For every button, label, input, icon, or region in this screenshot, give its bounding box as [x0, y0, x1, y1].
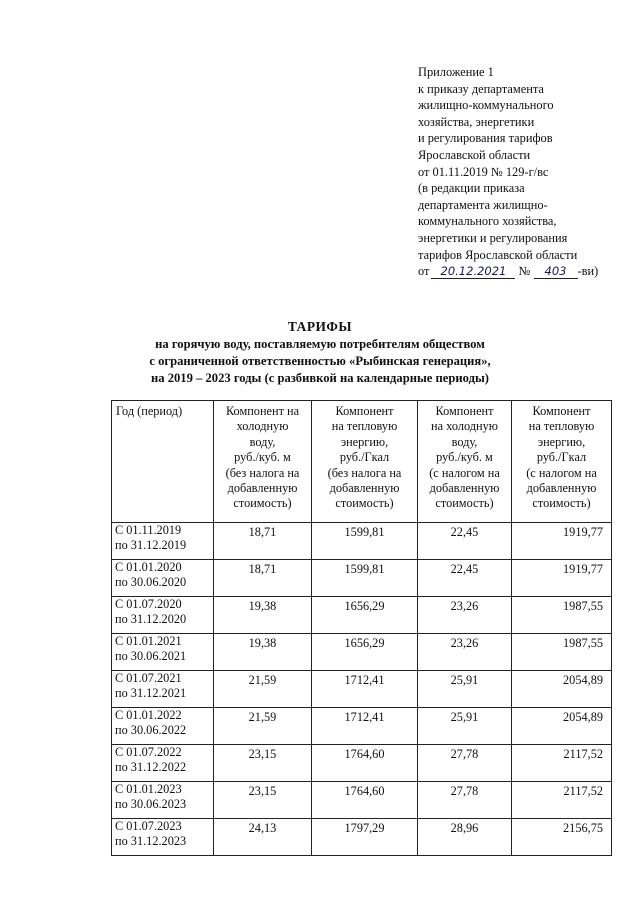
header-period: Год (период) — [112, 401, 214, 523]
period-cell: С 01.07.2020 по 31.12.2020 — [112, 597, 214, 634]
heat-energy-vat-cell: 1919,77 — [512, 523, 612, 560]
cold-water-vat-cell: 23,26 — [418, 634, 512, 671]
heat-energy-vat-cell: 2156,75 — [512, 819, 612, 856]
header-heat-energy-no-vat: Компонент на тепловую энергию, руб./Гкал (без налога на добавленную стоимость) — [312, 401, 418, 523]
cold-water-vat-cell: 22,45 — [418, 560, 512, 597]
cold-water-no-vat-cell: 19,38 — [214, 597, 312, 634]
period-cell: С 01.01.2023 по 30.06.2023 — [112, 782, 214, 819]
cold-water-vat-cell: 22,45 — [418, 523, 512, 560]
table-row — [112, 523, 612, 560]
appendix-last-line — [418, 263, 633, 280]
appendix-line: и регулирования тарифов — [418, 131, 553, 146]
heat-energy-no-vat-cell: 1656,29 — [312, 597, 418, 634]
table-row — [112, 671, 612, 708]
heat-energy-vat-cell: 1919,77 — [512, 560, 612, 597]
appendix-line: от 01.11.2019 № 129-г/вс — [418, 164, 549, 179]
header-heat-energy-vat: Компонент на тепловую энергию, руб./Гкал (с налогом на добавленную стоимость) — [512, 401, 612, 523]
cold-water-vat-cell: 23,26 — [418, 597, 512, 634]
appendix-line: к приказу департамента — [418, 81, 544, 96]
period-cell: С 01.07.2022 по 31.12.2022 — [112, 745, 214, 782]
cold-water-no-vat-cell: 24,13 — [214, 819, 312, 856]
appendix-line: жилищно-коммунального — [418, 98, 554, 113]
table-row — [112, 782, 612, 819]
tariffs-table — [111, 400, 612, 856]
cold-water-vat-cell: 25,91 — [418, 708, 512, 745]
heat-energy-vat-cell: 2117,52 — [512, 782, 612, 819]
appendix-header — [418, 64, 633, 280]
title-main: ТАРИФЫ — [287, 319, 353, 334]
heat-energy-vat-cell: 2054,89 — [512, 708, 612, 745]
table-header-row — [112, 401, 612, 523]
cold-water-no-vat-cell: 19,38 — [214, 634, 312, 671]
cold-water-vat-cell: 27,78 — [418, 782, 512, 819]
table-row — [112, 745, 612, 782]
handwritten-date: 20.12.2021 — [431, 265, 515, 279]
period-cell: С 01.11.2019 по 31.12.2019 — [112, 523, 214, 560]
cold-water-vat-cell: 27,78 — [418, 745, 512, 782]
appendix-line: коммунального хозяйства, — [418, 214, 557, 229]
appendix-line: (в редакции приказа — [418, 181, 525, 196]
cold-water-vat-cell: 28,96 — [418, 819, 512, 856]
period-cell: С 01.01.2021 по 30.06.2021 — [112, 634, 214, 671]
heat-energy-vat-cell: 1987,55 — [512, 634, 612, 671]
cold-water-no-vat-cell: 18,71 — [214, 523, 312, 560]
table-body — [112, 523, 612, 856]
heat-energy-no-vat-cell: 1712,41 — [312, 708, 418, 745]
heat-energy-no-vat-cell: 1599,81 — [312, 560, 418, 597]
table-row — [112, 819, 612, 856]
appendix-line: энергетики и регулирования — [418, 230, 568, 245]
heat-energy-no-vat-cell: 1712,41 — [312, 671, 418, 708]
appendix-line: департамента жилищно- — [418, 197, 548, 212]
document-title — [0, 318, 640, 387]
heat-energy-no-vat-cell: 1599,81 — [312, 523, 418, 560]
appendix-line: хозяйства, энергетики — [418, 114, 535, 129]
appendix-line: Ярославской области — [418, 147, 531, 162]
period-cell: С 01.07.2023 по 31.12.2023 — [112, 819, 214, 856]
cold-water-vat-cell: 25,91 — [418, 671, 512, 708]
heat-energy-vat-cell: 1987,55 — [512, 597, 612, 634]
period-cell: С 01.01.2020 по 30.06.2020 — [112, 560, 214, 597]
table-row — [112, 597, 612, 634]
cold-water-no-vat-cell: 18,71 — [214, 560, 312, 597]
header-cold-water-no-vat: Компонент на холодную воду, руб./куб. м (без налога на добавленную стоимость) — [214, 401, 312, 523]
table-row — [112, 560, 612, 597]
appendix-from-prefix: от — [418, 264, 430, 279]
appendix-line: Приложение 1 — [418, 65, 494, 79]
number-sign: № — [518, 264, 531, 279]
cold-water-no-vat-cell: 23,15 — [214, 745, 312, 782]
period-cell: С 01.07.2021 по 31.12.2021 — [112, 671, 214, 708]
cold-water-no-vat-cell: 21,59 — [214, 671, 312, 708]
appendix-line: тарифов Ярославской области — [418, 247, 578, 262]
table-row — [112, 708, 612, 745]
title-line: на 2019 – 2023 годы (с разбивкой на календарные периоды) — [151, 371, 489, 385]
heat-energy-no-vat-cell: 1764,60 — [312, 745, 418, 782]
heat-energy-vat-cell: 2117,52 — [512, 745, 612, 782]
handwritten-number: 403 — [534, 265, 578, 279]
heat-energy-no-vat-cell: 1656,29 — [312, 634, 418, 671]
heat-energy-vat-cell: 2054,89 — [512, 671, 612, 708]
cold-water-no-vat-cell: 23,15 — [214, 782, 312, 819]
period-cell: С 01.01.2022 по 30.06.2022 — [112, 708, 214, 745]
table-row — [112, 634, 612, 671]
header-cold-water-vat: Компонент на холодную воду, руб./куб. м (с налогом на добавленную стоимость) — [418, 401, 512, 523]
cold-water-no-vat-cell: 21,59 — [214, 708, 312, 745]
appendix-suffix: -ви) — [577, 264, 599, 279]
title-line: на горячую воду, поставляемую потребителям обществом — [155, 337, 485, 351]
title-line: с ограниченной ответственностью «Рыбинская генерация», — [149, 354, 491, 368]
heat-energy-no-vat-cell: 1764,60 — [312, 782, 418, 819]
heat-energy-no-vat-cell: 1797,29 — [312, 819, 418, 856]
